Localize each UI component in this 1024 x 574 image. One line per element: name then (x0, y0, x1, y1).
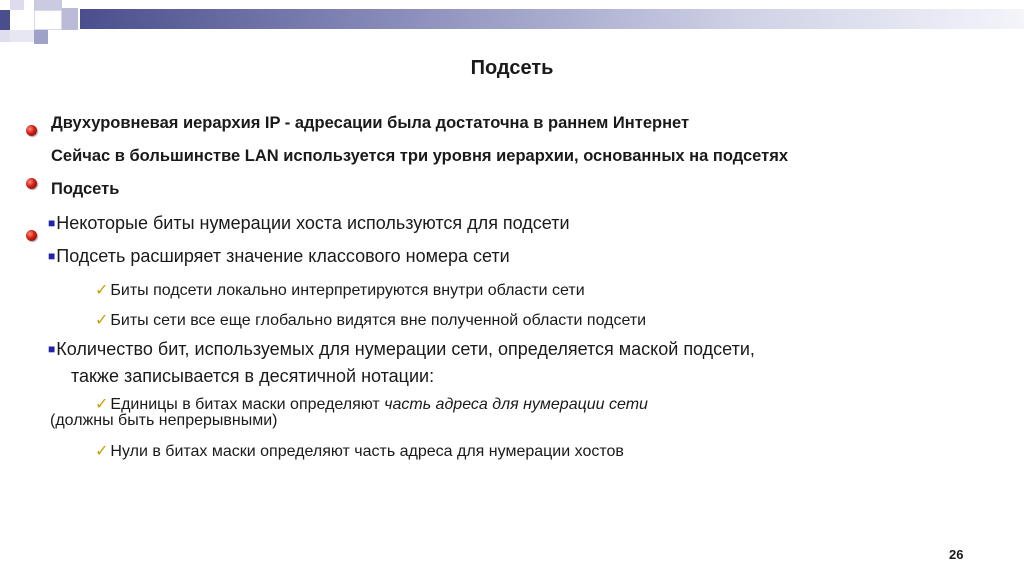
decor-square-7 (10, 30, 34, 42)
sub-bullet-text: Некоторые биты нумерации хоста используются для подсети (56, 213, 570, 233)
bullet-text: Двухуровневая иерархия IP - адресации была достаточна в раннем Интернет (51, 114, 690, 132)
header-gradient-band (80, 9, 1024, 29)
check-bullet (95, 394, 648, 414)
page-number: 26 (949, 547, 964, 562)
check-bullet-text: Единицы в битах маски определяют (110, 396, 385, 413)
sub-bullet (48, 246, 510, 267)
decor-square-6 (0, 30, 10, 42)
decor-square-1 (10, 0, 24, 10)
check-bullet (95, 280, 585, 300)
check-bullet-text: Биты сети все еще глобально видятся вне полученной области подсети (110, 312, 647, 329)
decor-square-5 (0, 10, 10, 30)
check-bullet-continuation: (должны быть непрерывными) (50, 412, 278, 429)
red-bullet-icon (26, 125, 37, 136)
check-bullet-text: Нули в битах маски определяют часть адреса для нумерации хостов (110, 443, 624, 460)
sub-bullet-text: Количество бит, используемых для нумерации сети, определяется маской подсети, (56, 339, 755, 359)
bullet-text: Подсеть (51, 180, 120, 198)
checkmark-icon: ✓ (95, 312, 109, 329)
check-bullet-italic-text: часть адреса для нумерации сети (384, 396, 648, 413)
sub-bullet-continuation: также записывается в десятичной нотации: (71, 366, 435, 386)
slide-title: Подсеть (470, 57, 554, 79)
bullet-text: Сейчас в большинстве LAN используется три уровня иерархии, основанных на подсетях (51, 147, 788, 165)
check-bullet-text: Биты подсети локально интерпретируются внутри области сети (110, 282, 585, 299)
decor-square-2 (34, 0, 62, 10)
decor-square-8 (34, 30, 48, 44)
square-bullet-icon: ■ (48, 216, 56, 230)
check-bullet (95, 441, 624, 461)
red-bullet-icon (26, 178, 37, 189)
check-bullet (95, 310, 646, 330)
square-bullet-icon: ■ (48, 249, 56, 263)
sub-bullet (48, 339, 755, 360)
sub-bullet (48, 213, 570, 234)
checkmark-icon: ✓ (95, 396, 109, 413)
checkmark-icon: ✓ (95, 443, 109, 460)
decor-square-4 (34, 10, 62, 30)
square-bullet-icon: ■ (48, 342, 56, 356)
checkmark-icon: ✓ (95, 282, 109, 299)
decor-square-3 (62, 8, 78, 30)
sub-bullet-text: Подсеть расширяет значение классового номера сети (56, 246, 510, 266)
red-bullet-icon (26, 230, 37, 241)
